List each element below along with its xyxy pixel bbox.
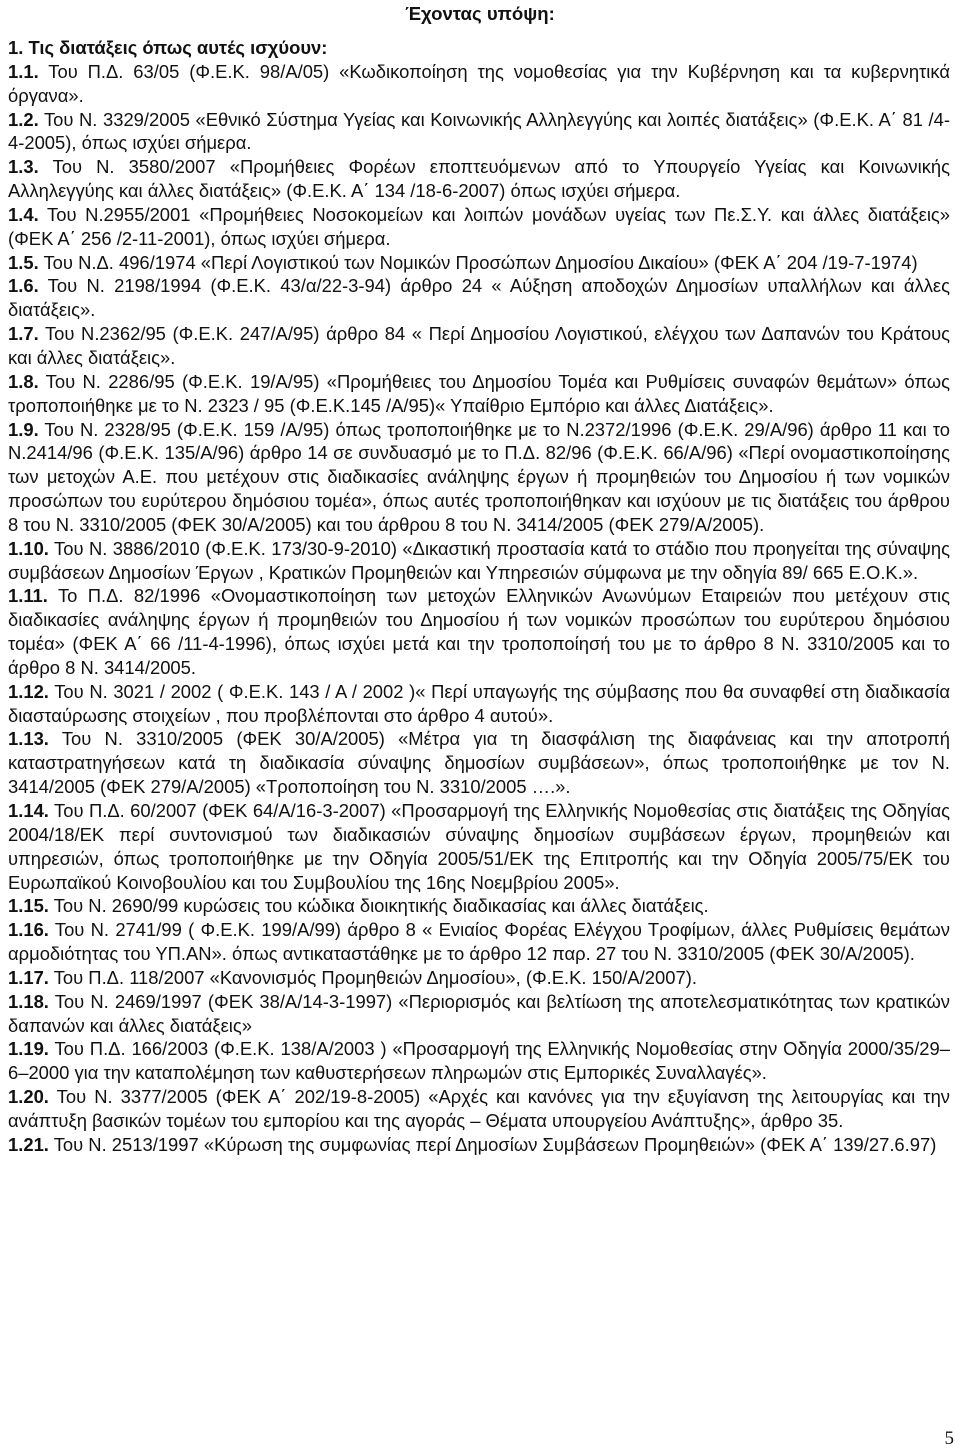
item-text: Του Ν. 3886/2010 (Φ.Ε.Κ. 173/30-9-2010) «Δικαστική προστασία κατά το στάδιο που προηγείται της σύναψης συμβάσεων Δημοσίων Έργων , Κρατικών Προμηθειών και Υπηρεσιών σύμφωνα με την οδηγία 89/ 665 Ε.Ο.Κ.». [8, 537, 950, 583]
list-item [8, 274, 950, 322]
item-text: Τις διατάξεις όπως αυτές ισχύουν: [28, 37, 328, 58]
item-text: Του Ν. 2469/1997 (ΦΕΚ 38/Α/14-3-1997) «Περιορισμός και βελτίωση της αποτελεσματικότητας των κρατικών δαπανών και άλλες διατάξεις» [8, 990, 950, 1036]
item-number: 1.16. [8, 919, 49, 941]
item-number: 1.12. [8, 680, 49, 702]
list-item [8, 918, 950, 966]
item-number: 1.13. [8, 728, 49, 750]
item-text: Του Π.Δ. 60/2007 (ΦΕΚ 64/Α/16-3-2007) «Προσαρμογή της Ελληνικής Νομοθεσίας στις διατάξεις της Οδηγίας 2004/18/ΕΚ περί συντονισμού των διαδικασιών σύναψης δημοσίων συμβάσεων έργων, προμηθειών και υπηρεσιών, όπως τροποποιήθηκε με την Οδηγία 2005/51/ΕΚ της Επιτροπής και την Οδηγία 2005/75/ΕΚ του Ευρωπαϊκού Κοινοβουλίου και του Συμβουλίου της 16ης Νοεμβρίου 2005». [8, 800, 950, 893]
item-number: 1.21. [8, 1133, 49, 1155]
item-number: 1.3. [8, 156, 39, 178]
item-text: Του Π.Δ. 166/2003 (Φ.Ε.Κ. 138/Α/2003 ) «Προσαρμογή της Ελληνικής Νομοθεσίας στην Οδηγία 2000/35/29–6–2000 για την καταπολέμηση των καθυστερήσεων πληρωμών στις Εμπορικές Συναλλαγές». [8, 1038, 950, 1084]
item-text: Του Ν.2362/95 (Φ.Ε.Κ. 247/Α/95) άρθρο 84 « Περί Δημοσίου Λογιστικού, ελέγχου των Δαπανών του Κράτους και άλλες διατάξεις». [8, 323, 950, 368]
item-number: 1.15. [8, 895, 49, 917]
item-number: 1.6. [8, 275, 39, 297]
list-item [8, 36, 950, 60]
page-heading: Έχοντας υπόψη: [405, 3, 555, 24]
item-text: Του Ν. 2286/95 (Φ.Ε.Κ. 19/Α/95) «Προμήθειες του Δημοσίου Τομέα και Ρυθμίσεις συναφών θεμάτων» όπως τροποποιήθηκε με το Ν. 2323 / 95 (Φ.Ε.Κ.145 /Α/95)« Υπαίθριο Εμπόριο και άλλες Διατάξεις». [8, 370, 950, 416]
item-number: 1.19. [8, 1038, 49, 1060]
list-item [8, 727, 950, 799]
item-text: Του Ν.Δ. 496/1974 «Περί Λογιστικού των Νομικών Προσώπων Δημοσίου Δικαίου» (ΦΕΚ Α΄ 204 /19-7-1974) [43, 251, 918, 273]
item-text: Του Ν. 3310/2005 (ΦΕΚ 30/Α/2005) «Μέτρα για τη διασφάλιση της διαφάνειας και την αποτροπή καταστρατηγήσεων κατά τη διαδικασία σύναψης δημοσίων συμβάσεων», όπως τροποποιήθηκε με τον Ν. 3414/2005 (ΦΕΚ 279/Α/2005) «Τροποποίηση του Ν. 3310/2005 ….». [8, 728, 950, 798]
item-text: Του Ν. 3580/2007 «Προμήθειες Φορέων εποπτευόμενων από το Υπουργείο Υγείας και Κοινωνικής Αλληλεγγύης και άλλες διατάξεις» (Φ.Ε.Κ. Α΄ 134 /18-6-2007) όπως ισχύει σήμερα. [8, 156, 950, 202]
item-text: Του Π.Δ. 118/2007 «Κανονισμός Προμηθειών Δημοσίου», (Φ.Ε.Κ. 150/Α/2007). [53, 966, 697, 988]
list-item [8, 418, 950, 537]
list-item [8, 60, 950, 108]
item-text: Του Ν. 3021 / 2002 ( Φ.Ε.Κ. 143 / Α / 2002 )« Περί υπαγωγής της σύμβασης που θα συναφθεί στη διαδικασία διασταύρωσης στοιχείων , που προβλέπονται στο άρθρο 4 αυτού». [8, 680, 951, 726]
item-number: 1.1. [8, 60, 39, 82]
item-number: 1.7. [8, 323, 39, 345]
item-number: 1.11. [8, 585, 48, 607]
page-number: 5 [944, 1428, 954, 1449]
item-number: 1. [8, 37, 24, 58]
item-text: Του Ν. 3329/2005 «Εθνικό Σύστημα Υγείας και Κοινωνικής Αλληλεγγύης και λοιπές διατάξεις» (Φ.Ε.Κ. Α΄ 81 /4-4-2005), όπως ισχύει σήμερα. [8, 108, 950, 154]
list-item [8, 251, 950, 275]
item-number: 1.5. [8, 251, 39, 273]
item-text: Του Ν. 3377/2005 (ΦΕΚ Α΄ 202/19-8-2005) «Αρχές και κανόνες για την εξυγίανση της λειτουργίας και την ανάπτυξη βασικών τομέων του εμπορίου και της αγοράς – Θέματα υπουργείου Ανάπτυξης», άρθρο 35. [8, 1086, 951, 1131]
item-text: Του Ν. 2198/1994 (Φ.Ε.Κ. 43/α/22-3-94) άρθρο 24 « Αύξηση αποδοχών Δημοσίων υπαλλήλων και άλλες διατάξεις». [8, 275, 950, 321]
list-item [8, 1037, 950, 1085]
item-text: Του Π.Δ. 63/05 (Φ.Ε.Κ. 98/Α/05) «Κωδικοποίηση της νομοθεσίας για την Κυβέρνηση και τα κυβερνητικά όργανα». [8, 60, 950, 106]
list-item [8, 108, 950, 156]
item-text: Του Ν. 2328/95 (Φ.Ε.Κ. 159 /Α/95) όπως τροποποιήθηκε με το Ν.2372/1996 (Φ.Ε.Κ. 29/Α/96) άρθρο 11 και το Ν.2414/96 (Φ.Ε.Κ. 135/Α/96) άρθρο 14 σε συνδυασμό με το Π.Δ. 82/96 (Φ.Ε.Κ. 66/Α/96) «Περί ονομαστικοποίησης των μετοχών Α.Ε. που μετέχουν στις διαδικασίες ανάληψης έργων ή προμηθειών του Δημοσίου ή των νομικών προσώπων του ευρύτερου δημόσιου τομέα», όπως αυτές τροποποιήθηκαν και ισχύουν με τις διατάξεις του άρθρου 8 του Ν. 3310/2005 (ΦΕΚ 30/Α/2005) και του άρθρου 8 του Ν. 3414/2005 (ΦΕΚ 279/Α/2005). [8, 418, 950, 535]
item-text: Το Π.Δ. 82/1996 «Ονομαστικοποίηση των μετοχών Ελληνικών Ανωνύμων Εταιρειών που μετέχουν στις διαδικασίες ανάληψης έργων ή προμηθειών του Δημοσίου ή των νομικών προσώπων του ευρύτερου δημόσιου τομέα» (ΦΕΚ Α΄ 66 /11-4-1996), όπως ισχύει μετά και την τροποποίησή του με το άρθρο 8 Ν. 3310/2005 και το άρθρο 8 Ν. 3414/2005. [8, 585, 950, 678]
item-text: Του Ν. 2741/99 ( Φ.Ε.Κ. 199/Α/99) άρθρο 8 « Ενιαίος Φορέας Ελέγχου Τροφίμων, άλλες Ρυθμίσεις θεμάτων αρμοδιότητας του ΥΠ.ΑΝ». όπως αντικαταστάθηκε με το άρθρο 12 παρ. 27 του Ν. 3310/2005 (ΦΕΚ 30/Α/2005). [8, 919, 950, 965]
list-item [8, 203, 950, 251]
item-text: Του Ν. 2513/1997 «Κύρωση της συμφωνίας περί Δημοσίων Συμβάσεων Προμηθειών» (ΦΕΚ Α΄ 139/27.6.97) [53, 1133, 937, 1155]
item-text: Του Ν.2955/2001 «Προμήθειες Νοσοκομείων και λοιπών μονάδων υγείας των Πε.Σ.Υ. και άλλες διατάξεις» (ΦΕΚ Α΄ 256 /2-11-2001), όπως ισχύει σήμερα. [8, 203, 950, 249]
item-number: 1.20. [8, 1086, 49, 1108]
item-number: 1.2. [8, 108, 39, 130]
item-number: 1.17. [8, 966, 49, 988]
list-item [8, 155, 950, 203]
list-item [8, 680, 950, 728]
list-item [8, 584, 950, 679]
item-number: 1.14. [8, 800, 49, 821]
item-text: Του Ν. 2690/99 κυρώσεις του κώδικα διοικητικής διαδικασίας και άλλες διατάξεις. [53, 895, 709, 917]
item-number: 1.4. [8, 203, 39, 225]
list-item [8, 966, 950, 990]
list-item [8, 990, 950, 1038]
item-number: 1.18. [8, 990, 49, 1012]
list-item [8, 1085, 950, 1133]
list-item [8, 894, 950, 918]
list-item [8, 537, 950, 585]
list-item [8, 322, 950, 370]
list-item [8, 370, 950, 418]
item-number: 1.8. [8, 370, 39, 392]
list-item [8, 1133, 950, 1157]
list-item [8, 799, 950, 894]
item-number: 1.10. [8, 537, 49, 559]
provisions-list [8, 36, 950, 1157]
item-number: 1.9. [8, 418, 39, 440]
